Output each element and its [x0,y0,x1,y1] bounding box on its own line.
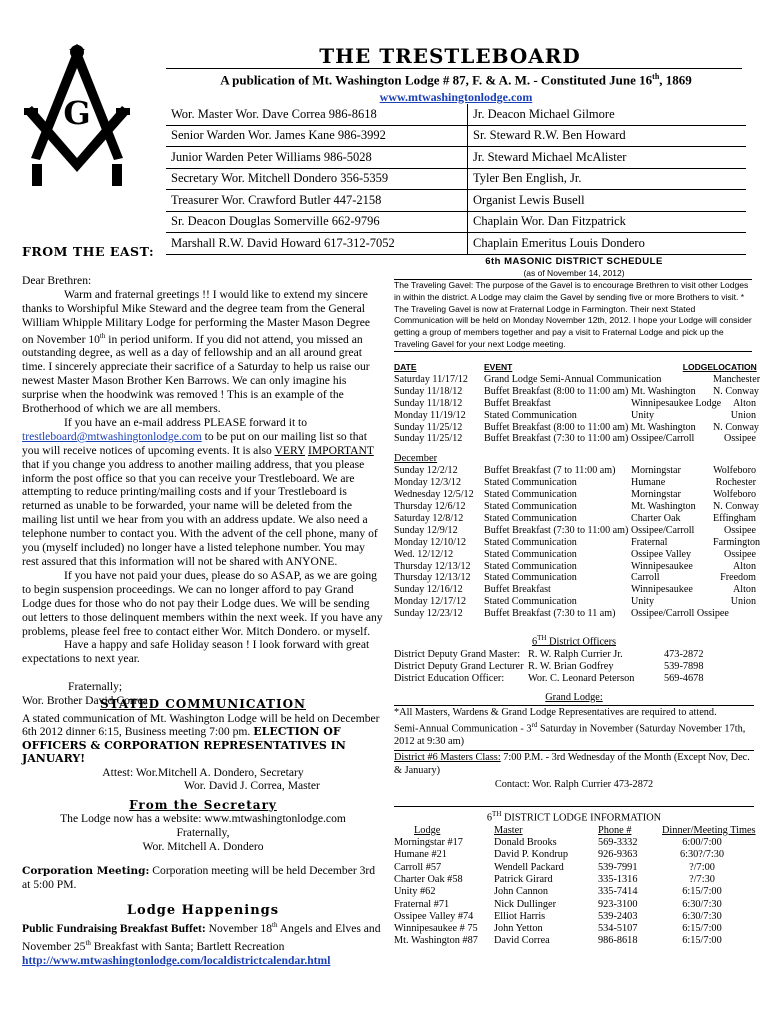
lodge-phone: 569-3332 [598,837,638,849]
event-location: Wolfeboro [713,465,756,477]
lodge-times: 6:30/7:30 [682,898,722,910]
event-date: Wed. 12/12/12 [394,548,454,560]
event-lodge: Winnipesaukee [631,560,693,572]
officer-right: Jr. Steward Michael McAlister [473,149,627,164]
event-lodge: Morningstar [631,465,681,477]
event-location: Ossipee [724,524,756,536]
officer-name: R. W. Brian Godfrey [528,660,614,672]
lodge-times: 6:15/7:00 [682,886,722,898]
event-lodge [631,374,713,386]
event-lodge: Ossipee/Carroll [631,433,695,445]
district-officer-row [394,649,754,661]
schedule-as-of: (as of November 14, 2012) [523,268,625,278]
masters-contact: Contact: Wor. Ralph Currier 473-2872 [494,779,654,791]
lodge-times: 6:30/7:30 [682,910,722,922]
district-officers [394,632,754,685]
stated-text: A stated communication of Mt. Washington Lodge will be held on December 6th 2012 dinner 6:15, Business meeting 7:00 pm. ELECTION OF OFFICERS & CORPORATION REPRESENTATIVES IN JANUARY! [22,711,380,765]
lodge-info-heading: 6TH DISTRICT LODGE INFORMATION [394,806,754,825]
lodge-times: 6:30?/7:30 [679,849,725,861]
event-date: Sunday 12/9/12 [394,524,458,536]
schedule-row [394,489,756,501]
schedule-row [394,584,756,596]
schedule-row [394,500,759,513]
event-date: Saturday 11/17/12 [394,373,468,385]
schedule-row [394,596,756,608]
lodge-phone: 335-1316 [598,873,638,885]
lodge-master: Elliot Harris [494,910,546,922]
newsletter-title: THE TRESTLEBOARD [319,44,581,68]
event-name: Grand Lodge Semi-Annual Communication [484,373,662,385]
event-name: Stated Communication [484,409,577,421]
lodge-name: Carroll #57 [394,861,442,873]
schedule-row [394,572,756,584]
district-schedule [394,362,761,620]
secretary-heading: From the Secretary [129,798,277,812]
letter-paragraph: Warm and fraternal greetings !! I would like to extend my sincere thanks to Worshipful Mike Steward and the degree team from the General William Whipple Military Lodge for performing the Master Mason Degree on November 10th in period uniform. If you did not attend, you missed an outstanding degree, as well as a day of fellowship and an all around great time. I sincerely appreciate their sacrifice of a Saturday to help us raise our newest Master Mason Brother Ken Barrows. We can only imagine his surprise when the hoodwink was removed ! This is an example of the Brotherhood of which we are all members. [22,287,370,416]
masters-class: District #6 Masters Class: 7:00 P.M. - 3rd Wednesday of the Month (Except Nov, Dec. & January) [394,750,754,777]
officer-row [166,147,746,169]
lodge-name: Winnipesaukee # 75 [394,923,478,935]
event-lodge: Ossipee/Carroll [631,524,695,536]
schedule-title: 6th MASONIC DISTRICT SCHEDULE [485,256,663,267]
event-date: Sunday 12/16/12 [394,584,463,596]
officer-left: Marshall R.W. David Howard 617-312-7052 [166,233,468,254]
lodge-times: 6:00/7:00 [682,837,722,849]
lodge-row [394,849,754,861]
event-name: Stated Communication [484,489,577,501]
officer-right: Sr. Steward R.W. Ben Howard [473,128,626,143]
website-link[interactable]: www.mtwashingtonlodge.com [379,90,533,104]
event-location: Union [730,409,756,421]
stated-heading: STATED COMMUNICATION [99,697,307,711]
letter-closing: Fraternally; [68,680,123,694]
lodge-row [394,899,754,911]
officer-right: Chaplain Emeritus Louis Dondero [473,235,645,250]
event-date: Monday 11/19/12 [394,409,466,421]
officer-left: Secretary Wor. Mitchell Dondero 356-5359 [166,169,468,190]
grand-lodge-line2: Semi-Annual Communication - 3rd Saturday in November (Saturday November 17th, 2012 at 9:30 am) [394,721,746,747]
event-lodge: Unity [631,409,654,421]
event-date: Monday 12/10/12 [394,536,467,548]
lodge-master: David P. Kondrup [494,849,569,861]
event-lodge: Mt. Washington [631,421,696,433]
district-officer-row [394,661,754,673]
lodge-row [394,837,754,849]
lodge-master: John Yetton [494,923,543,935]
event-date: Sunday 12/23/12 [394,608,463,620]
master-letter [22,274,384,708]
event-lodge: Winnipesaukee [631,584,693,596]
event-name: Buffet Breakfast (8:00 to 11:00 am) [484,421,629,433]
lodge-row [394,886,754,898]
event-location: Alton [733,397,756,409]
letter-paragraph: If you have not paid your dues, please do so ASAP, as we are going to begin suspension proceedings. We can no longer afford to pay Grand Lodge dues for those who do not pay their Lodge dues. We will be sending out letters to those delinquent members within the next week. If you have any problems, please feel free to contact either Wor. Mitch Dondero. or myself. [22,568,383,638]
event-name: Stated Communication [484,596,577,608]
event-location [713,608,756,620]
stated-master: Wor. David J. Correa, Master [184,779,320,792]
corporation-meeting: Corporation Meeting: Corporation meeting will be held December 3rd at 5:00 PM. [22,864,376,891]
calendar-link[interactable]: http://www.mtwashingtonlodge.com/localdistrictcalendar.html [22,953,331,967]
officer-phone: 569-4678 [664,673,704,685]
secretary-line: The Lodge now has a website: www.mtwashingtonlodge.com [60,812,346,825]
event-name: Buffet Breakfast (8:00 to 11:00 am) [484,385,629,397]
officer-name: Wor. C. Leonard Peterson [528,673,635,685]
grand-lodge-line1: *All Masters, Wardens & Grand Lodge Representatives are required to attend. [394,705,754,720]
stated-attest: Attest: Wor.Mitchell A. Dondero, Secretary [102,765,304,779]
event-lodge: Charter Oak [631,512,681,524]
lodge-happenings [22,904,384,968]
event-lodge: Morningstar [631,489,681,501]
event-lodge: Mt. Washington [631,500,696,512]
lodge-row [394,923,754,935]
lodge-phone: 539-2403 [598,910,638,922]
event-name: Buffet Breakfast (7 to 11:00 am) [484,465,616,477]
event-name: Stated Communication [484,512,577,524]
event-date: Thursday 12/6/12 [394,500,466,512]
lodge-name: Ossipee Valley #74 [394,910,474,922]
from-east-heading: FROM THE EAST: [22,244,155,259]
letter-paragraph: If you have an e-mail address PLEASE forward it to trestleboard@mtwashingtonlodge.com to be put on our mailing list so that you will receive notices of upcoming events. It is also VERY IMPORTANT that if you change you address to another mailing address, that you please inform the post office so that you can receive your Trestleboard. We are attempting to reduce printing/mailing costs and if your Trestleboard is returned as unable to be forwarded, your name will be deleted from the mailing list until we hear from you with an address update. We also need a telephone number to contact you. With the advent of the cell phone, many of you (myself included) no longer have a listed telephone number. You may rest assured that this information will not be shared with ANYONE. [22,415,378,568]
lodge-name: Unity #62 [394,886,436,898]
from-secretary [22,798,384,854]
square-compasses-logo [18,40,136,190]
event-name: Buffet Breakfast [484,397,551,409]
officer-title: District Education Officer: [394,673,505,685]
schedule-row [394,373,761,386]
happenings-text: Public Fundraising Breakfast Buffet: November 18th Angels and Elves and November 25th Breakfast with Santa; Bartlett Recreation [22,921,381,953]
officer-name: R. W. Ralph Currier Jr. [528,648,623,660]
officer-phone: 473-2872 [664,648,704,660]
event-name: Stated Communication [484,477,577,489]
event-lodge: Winnipesaukee Lodge [631,397,722,409]
officers-table [166,104,746,255]
schedule-row [394,561,756,573]
officer-left: Treasurer Wor. Crawford Butler 447-2158 [166,190,468,211]
lodge-row [394,874,754,886]
schedule-row [394,513,756,525]
event-lodge: Humane [631,477,666,489]
schedule-row [394,421,759,434]
event-name: Stated Communication [484,560,577,572]
event-location: Wolfeboro [713,489,756,501]
december-label: December [394,453,438,465]
lodge-info-header: Lodge Master Phone # Dinner/Meeting Times [414,824,756,836]
lodge-phone: 534-5107 [598,923,638,935]
schedule-row [394,525,756,537]
event-location: N. Conway [713,421,759,433]
secretary-closing: Fraternally, [176,826,230,839]
event-name: Buffet Breakfast (7:30 to 11:00 am) [484,433,629,445]
event-name: Stated Communication [484,548,577,560]
lodge-master: Nick Dullinger [494,898,557,910]
lodge-row [394,935,754,947]
event-lodge: Mt. Washington [631,385,696,397]
officer-row [166,126,746,148]
district-officer-row [394,673,754,685]
event-date: Sunday 11/18/12 [394,397,463,409]
email-link[interactable]: trestleboard@mtwashingtonlodge.com [22,429,202,443]
event-date: Sunday 11/18/12 [394,385,463,397]
schedule-header: DATE EVENT LODGE LOCATION [394,362,757,372]
officer-right: Jr. Deacon Michael Gilmore [473,106,615,121]
event-location: Ossipee [724,548,756,560]
event-lodge: Fraternal [631,536,668,548]
event-date: Sunday 11/25/12 [394,421,463,433]
officer-row [166,190,746,212]
officer-phone: 539-7898 [664,660,704,672]
event-date: Thursday 12/13/12 [394,560,471,572]
lodge-master: Patrick Girard [494,873,553,885]
lodge-times: ?/7:30 [689,873,715,885]
officer-row [166,169,746,191]
officer-right: Organist Lewis Busell [473,192,585,207]
event-location: Alton [733,584,756,596]
schedule-row [394,549,756,561]
schedule-row [394,433,756,445]
event-lodge: Ossipee/Carroll Ossipee [631,608,729,620]
happenings-heading: Lodge Happenings [126,903,280,918]
officer-title: District Deputy Grand Lecturer [394,660,524,672]
traveling-gavel-note: The Traveling Gavel: The purpose of the Gavel is to encourage Brethren to visit other Lodges in within the district. A Lodge may claim the Gavel by sending five or more Brothers to visit. * The Traveling Gavel is now at Fraternal Lodge in Farmington. Their next Stated Communication will be held on Monday November 12th, 2012. I hope your Lodge will consider getting a group of members together and pay a visit to Fraternal Lodge and pick up the Traveling Gavel for your next Lodge meeting. [394,279,752,352]
officer-row [166,212,746,234]
event-date: Saturday 12/8/12 [394,512,464,524]
letter-paragraph: Have a happy and safe Holiday season ! I look forward with great expectations to next year. [22,638,370,666]
officer-right: Tyler Ben English, Jr. [473,171,582,186]
newsletter-subtitle: A publication of Mt. Washington Lodge # 87, F. & A. M. - Constituted June 16th, 1869 [220,72,692,88]
officer-left: Junior Warden Peter Williams 986-5028 [166,147,468,168]
event-date: Wednesday 12/5/12 [394,489,474,501]
event-lodge: Unity [631,596,654,608]
event-date: Monday 12/3/12 [394,477,462,489]
officer-row [166,104,746,126]
officer-right: Chaplain Wor. Dan Fitzpatrick [473,214,626,229]
title-divider [166,68,742,69]
officer-row [166,233,746,255]
lodge-name: Humane #21 [394,849,447,861]
salutation: Dear Brethren: [22,274,92,287]
lodge-master: John Cannon [494,886,549,898]
event-name: Stated Communication [484,572,577,584]
lodge-master: Wendell Packard [494,861,564,873]
event-location: Manchester [713,373,761,385]
lodge-phone: 335-7414 [598,886,638,898]
event-location: N. Conway [713,385,759,397]
event-lodge: Carroll [631,572,660,584]
lodge-times: ?/7:00 [689,861,715,873]
lodge-name: Charter Oak #58 [394,873,463,885]
event-location: Farmington [713,536,761,548]
secretary-signature: Wor. Mitchell A. Dondero [142,840,264,853]
lodge-times: 6:15/7:00 [682,923,722,935]
lodge-name: Morningstar #17 [394,837,463,849]
svg-text:G: G [63,94,91,132]
schedule-row [394,398,756,410]
event-location: Freedom [720,572,756,584]
stated-communication [22,698,384,793]
officer-left: Wor. Master Wor. Dave Correa 986-8618 [166,104,468,125]
event-lodge: Ossipee Valley [631,548,692,560]
lodge-name: Fraternal #71 [394,898,450,910]
event-name: Stated Communication [484,500,577,512]
event-date: Sunday 11/25/12 [394,433,463,445]
lodge-phone: 923-3100 [598,898,638,910]
officer-title: District Deputy Grand Master: [394,648,521,660]
schedule-row [394,608,756,620]
event-date: Thursday 12/13/12 [394,572,471,584]
lodge-information [394,806,754,948]
event-location: Union [730,596,756,608]
grand-lodge [394,692,754,792]
lodge-phone: 539-7991 [598,861,638,873]
event-name: Buffet Breakfast [484,584,551,596]
event-date: Sunday 12/2/12 [394,465,458,477]
lodge-times: 6:15/7:00 [682,935,722,947]
event-location: Alton [733,560,756,572]
letter-signature: Wor. Brother David Correa [22,694,148,708]
schedule-row [394,465,756,477]
event-location: N. Conway [713,500,759,512]
lodge-master: David Correa [494,935,550,947]
lodge-master: Donald Brooks [494,837,557,849]
grand-lodge-heading: Grand Lodge: [545,692,603,703]
event-date: Monday 12/17/12 [394,596,467,608]
schedule-row [394,410,756,422]
schedule-row [394,385,759,398]
event-name: Buffet Breakfast (7:30 to 11 am) [484,608,616,620]
event-location: Ossipee [724,433,756,445]
event-name: Stated Communication [484,536,577,548]
lodge-phone: 926-9363 [598,849,638,861]
lodge-row [394,911,754,923]
schedule-row [394,536,761,549]
officer-left: Senior Warden Wor. James Kane 986-3992 [166,126,468,147]
event-location: Effingham [713,512,756,524]
schedule-row [394,477,756,489]
lodge-phone: 986-8618 [598,935,638,947]
event-location: Rochester [715,477,756,489]
officer-left: Sr. Deacon Douglas Somerville 662-9796 [166,212,468,233]
event-name: Buffet Breakfast (7:30 to 11:00 am) [484,524,629,536]
district-officers-heading: 6TH District Officers [531,634,617,648]
lodge-name: Mt. Washington #87 [394,935,478,947]
lodge-row [394,862,754,874]
